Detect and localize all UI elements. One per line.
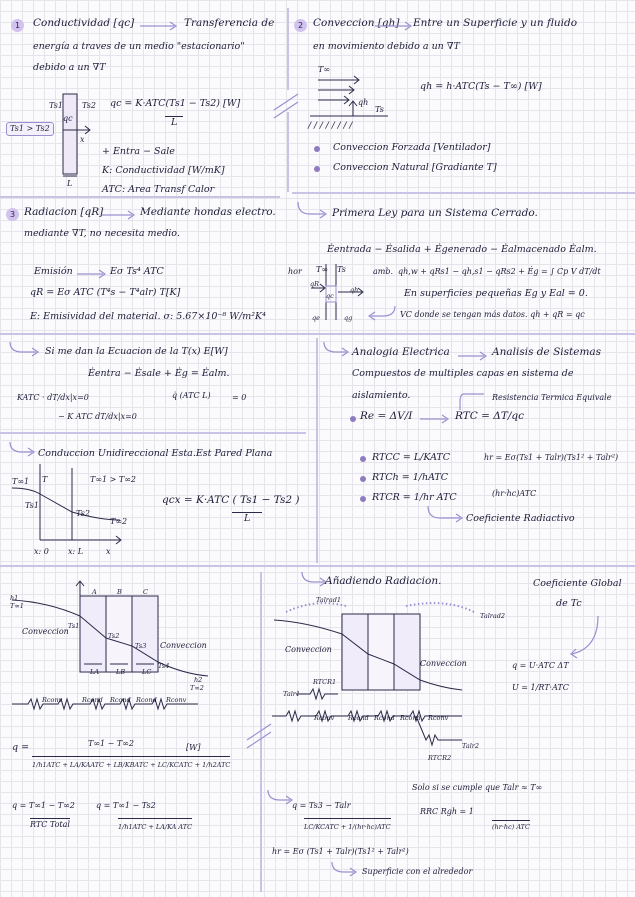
s3-emissivity: E: Emisividad del material. σ: 5.67×10⁻⁸ W/m²K⁴ [30,311,266,322]
s9-f3: q = T∞1 − Ts2 [96,801,156,810]
s7-label-t: T [42,475,48,484]
s4-label-qc: qc [326,292,334,300]
section-number-3: 3 [6,208,19,221]
s10-label-talrad2: Talrad2 [480,612,506,620]
s4-label-amb: amb. [373,267,394,276]
s9-label-ts3: Ts3 [135,642,147,650]
arrow-icon [77,270,111,280]
s3-emision-label: Emisión [34,266,73,277]
s1-condition: Ts1 > Ts2 [6,122,54,136]
s7-label-ts2: Ts2 [76,509,90,518]
s10-f1: q = Ts3 − Talr [292,801,351,810]
divider-slash-marks [272,92,302,122]
heading-conduccion-unidireccional: Conduccion Unidireccional Esta.Est Pared Plana [38,448,273,459]
s3-def-2: mediante ∇T, no necesita medio. [24,228,180,239]
s10-u2: U = 1/RT·ATC [512,683,569,692]
s8-coeficiente: Coeficiente Radiactivo [466,513,575,524]
s8-hr-den: (hr·hc)ATC [492,489,537,498]
s1-label-x: x [80,135,85,144]
s3-def-1: Mediante hondas electro. [140,206,276,218]
s5-q: q̇ (ATC L) [172,391,211,400]
hook-arrow-icon [296,200,330,220]
s10-rrc: RRC Rgh = 1 [420,807,474,816]
s5-line-2: Ėentra − Ėsale + Ėg = Ėalm. [88,368,230,379]
s9-r-0: Rconv [42,696,63,704]
divider-top-vertical-lower [287,112,289,192]
s10-label-rrad1: RTCR1 [313,678,337,686]
divider-h4 [0,565,635,567]
s4-line-1: En superficies pequeñas Eg y Eal = 0. [404,288,588,299]
s2-formula: qh = h·ATC(Ts − T∞) [W] [420,81,542,92]
s10-r-0: Rconv [314,714,335,722]
s1-label-ts2: Ts2 [82,101,96,110]
hook-arrow-icon [367,304,401,320]
s9-label-la: LA [90,668,100,676]
s5-minus: − K ATC dT/dx|x=0 [58,412,137,421]
s9-label-tinf2: T∞2 [190,684,204,692]
s7-label-x: x [106,547,111,556]
divider-h1-left [0,196,280,198]
hook-arrow-icon [8,340,42,360]
s9-label-tinf1: T∞1 [10,602,24,610]
s9-label-b: B [117,588,122,596]
section-number-1: 1 [11,19,24,32]
s1-label-ts1: Ts1 [49,101,63,110]
s5-kat: KATC · dT/dx|x=0 [17,393,89,402]
bullet-icon [360,456,366,462]
s2-bullet-1: Conveccion Forzada [Ventilador] [333,142,491,153]
s9-f1-num: T∞1 − T∞2 [88,739,134,748]
s4-label-tinf: T∞ [316,265,328,274]
s4-label-ts: Ts [337,265,346,274]
divider-mid-vertical [316,338,318,563]
s2-label-ts: Ts [375,105,384,114]
s7-formula-den: L [232,512,262,525]
arrow-icon [102,211,142,221]
s8-hr: hr = Eσ(Ts1 + Talr)(Ts1² + Talr²) [484,453,619,462]
s1-label-L: L [67,179,73,188]
s9-f1-den: 1/h1ATC + LA/KAATC + LB/KBATC + LC/KCATC + 1/h2ATC [32,756,230,771]
bullet-icon [360,496,366,502]
s1-line-3: ATC: Area Transf Calor [102,184,215,195]
s7-label-x0: x: 0 [34,547,49,556]
s4-label-qr: qR [310,280,320,288]
s4-energy-balance: Ėentrada − Ėsalida + Ėgenerado − Ėalmacenado Ėalm. [327,244,597,255]
s8-rtch: RTCh = 1/hATC [372,472,449,483]
hook-arrow-icon [8,440,38,460]
arrow-icon [140,22,180,32]
s3-qr-formula: qR = Eσ ATC (T⁴s − T⁴alr) T[K] [30,287,181,298]
s5-zero: = 0 [232,393,247,402]
s1-formula: qc = K·ATC(Ts1 − Ts2) [W] [110,98,241,109]
divider-h3-left [0,432,306,434]
s1-label-qc: qc [63,114,73,123]
s1-line-2: K: Conductividad [W/mK] [102,165,225,176]
divider-h2 [0,333,635,335]
section-number-2: 2 [294,19,307,32]
bullet-icon [360,476,366,482]
s9-label-ts4: Ts4 [158,662,170,670]
s1-line-1: + Entra − Sale [102,146,175,157]
s9-r-1: Rcond [82,696,103,704]
s10-conveccion-left: Conveccion [285,645,332,654]
s6-rt-label: Resistencia Termica Equivale [492,393,612,402]
s9-r-4: Rconv [166,696,187,704]
s10-u1: q = U·ATC ΔT [512,661,569,670]
s10-coef-2: de Tc [556,598,582,609]
heading-radiacion: Radiacion [qR] [24,206,104,218]
s9-f3-den: 1/h1ATC + LA/KA ATC [118,818,192,833]
bullet-icon [314,166,320,172]
s9-label-lc: LC [142,668,152,676]
s4-line-2: VC donde se tengan más datos. qh + qR = qc [400,310,585,319]
s10-note: Solo si se cumple que Talr ≈ T∞ [412,783,543,792]
s4-equation: qh,w + qRs1 − qh,s1 − qRs2 + Ėg = ∫ Cp V dT/dt [398,267,601,276]
s9-label-c: C [143,588,148,596]
hook-arrow-icon [426,504,466,524]
s9-label-a: A [92,588,97,596]
s10-label-talr2: Talr2 [462,742,480,750]
s10-surf: Superficie con el alrededor [362,867,473,876]
s7-label-tinf2: T∞2 [110,517,128,526]
s2-label-qh: qh [358,98,369,107]
s6-def-2: Compuestos de multiples capas en sistema de [352,368,574,379]
s9-f1-lhs: q = [12,742,30,753]
curve-arrow-icon [568,614,608,664]
s10-r-3: Rcond [400,714,421,722]
svg-text:/ / / / / / / /: / / / / / / / / [308,121,353,131]
s10-r-2: Rcond [374,714,395,722]
s2-def-2: en movimiento debido a un ∇T [313,41,460,52]
s10-label-talrad1: Talrad1 [316,596,342,604]
s1-def-1: Transferencia de [184,17,275,29]
s7-label-ts1: Ts1 [25,501,39,510]
s10-r-4: Rconv [428,714,449,722]
s4-label-qe: qe [312,314,321,322]
s9-label-h1: h1 [10,594,19,602]
s10-hr: hr = Eσ (Ts1 + Talr)(Ts1² + Talr²) [272,847,409,856]
s9-label-h2: h2 [194,676,203,684]
s6-re: Re = ΔV/I [360,410,413,422]
hook-arrow-icon [322,340,352,360]
s1-def-2: energía a traves de un medio "estacionario" [33,41,245,52]
s9-f2: q = T∞1 − T∞2 [12,801,75,810]
s9-conveccion-left: Conveccion [22,627,69,636]
heading-analogia-electrica: Analogia Electrica [352,346,450,358]
s10-r-1: Rcond [348,714,369,722]
s8-rtcc: RTCC = L/KATC [372,452,451,463]
hook-arrow-icon [330,860,360,880]
s7-label-xl: x: L [68,547,84,556]
s10-label-talr1: Talr1 [283,690,301,698]
bullet-icon [314,146,320,152]
s7-label-tinf1: T∞1 [12,477,30,486]
s6-rtc: RTC = ΔT/qc [455,410,524,422]
s2-def-1: Entre un Superficie y un fluido [413,17,578,29]
arrow-icon [420,415,454,425]
s4-label-qg: qg [344,314,353,322]
s7-formula: qcx = K·ATC ( Ts1 − Ts2 ) [162,494,300,506]
s9-r-2: Rcond [110,696,131,704]
s9-r-3: Rcond [136,696,157,704]
s10-conveccion-right: Conveccion [420,659,467,668]
s8-rtcr: RTCR = 1/hr ATC [372,492,457,503]
s10-f1-den: LC/KCATC + 1/(hr·hc)ATC [304,818,391,833]
heading-conveccion: Conveccion [qh] [313,17,400,29]
s3-emision-formula: Eσ Ts⁴ ATC [110,266,164,277]
s10-label-rrad2: RTCR2 [428,754,452,762]
s7-condition: T∞1 > T∞2 [90,475,136,484]
s9-f2-den: RTC Total [30,820,70,829]
divider-top-vertical [287,8,289,90]
s10-coef-1: Coeficiente Global [533,578,622,589]
s1-def-3: debido a un ∇T [33,62,106,73]
radiation-wall-diagram [266,590,486,760]
arrow-icon [458,352,492,362]
s9-label-ts2: Ts2 [108,632,120,640]
heading-primera-ley: Primera Ley para un Sistema Cerrado. [332,207,538,219]
s6-def-3: aislamiento. [352,390,411,401]
divider-h1-right [292,192,635,194]
bullet-icon [350,416,356,422]
s4-label-qh: qh [350,286,359,294]
composite-wall-diagram [8,578,248,708]
s2-label-tinf: T∞ [318,65,330,74]
s9-f1-unit: [W] [186,743,201,752]
heading-anadiendo-radiacion: Añadiendo Radiacion. [325,575,442,587]
s9-label-lb: LB [116,668,126,676]
s6-def-1: Analisis de Sistemas [492,346,602,358]
s2-bullet-2: Conveccion Natural [Gradiante T] [333,162,497,173]
s5-line-1: Si me dan la Ecuacion de la T(x) E[W] [45,346,228,357]
s9-label-ts1: Ts1 [68,622,80,630]
s10-rrc-den: (hr·hc) ATC [492,820,530,833]
s9-conveccion-right: Conveccion [160,641,207,650]
s4-label-hor: hor [288,267,302,276]
hook-arrow-icon [458,392,488,412]
s1-formula-den: L [165,116,183,129]
heading-conductividad: Conductividad [qc] [33,17,135,29]
arrow-icon [375,22,415,32]
